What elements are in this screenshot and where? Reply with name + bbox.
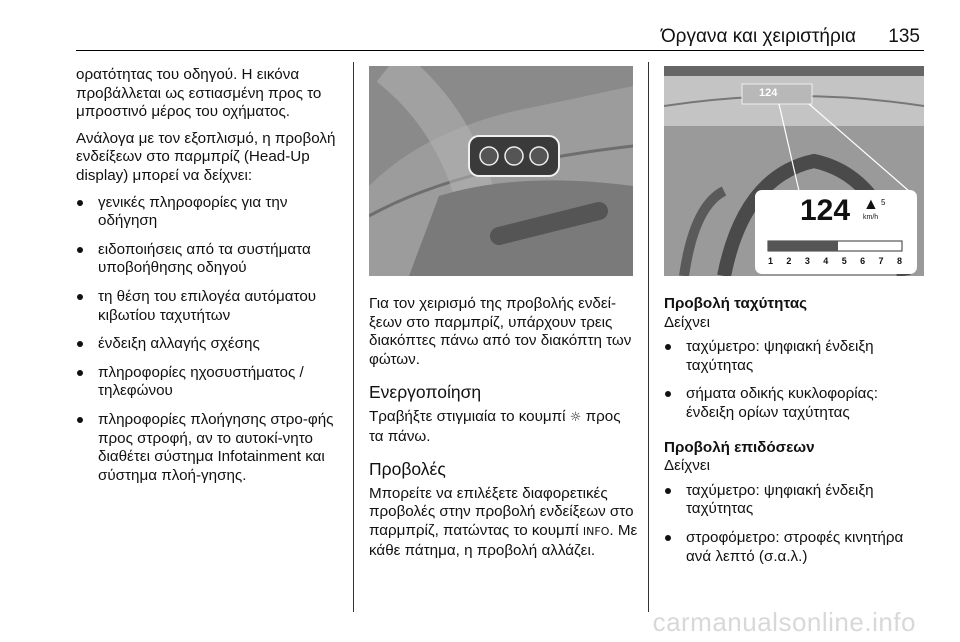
list-item: ταχύμετρο: ψηφιακή ένδειξη ταχύτητας: [664, 482, 926, 519]
heading-activation: Ενεργοποίηση: [369, 382, 482, 403]
list-item: πληροφορίες ηχοσυστήματος / τηλεφώνου: [76, 364, 346, 401]
paragraph: Μπορείτε να επιλέξετε διαφορετικές προβολές στην προβολή ενδείξεων στο παρμπρίζ, πατώντας το κουμπί INFO. Με κάθε πάτημα, η προβολή αλλάζει.: [369, 484, 638, 559]
heading-performance-view: Προβολή επιδόσεων: [664, 438, 815, 456]
bullet-icon: [77, 200, 83, 206]
hud-drawing: [664, 66, 924, 276]
performance-view-list: [664, 482, 926, 566]
column-3: [664, 295, 926, 576]
column-divider-1: [353, 62, 354, 612]
bullet-icon: [77, 341, 83, 347]
speed-view-list: [664, 338, 926, 422]
section-title: Όργανα και χειριστήρια: [660, 26, 856, 47]
list-item: ταχύμετρο: ψηφιακή ένδειξη ταχύτητας: [664, 338, 926, 375]
info-button-icon: INFO: [582, 524, 610, 538]
light-button-icon: ☼: [569, 409, 582, 425]
bullet-icon: [77, 294, 83, 300]
paragraph: Δείχνει: [664, 457, 711, 475]
hud-small-speed: 124: [759, 87, 778, 99]
bullet-icon: [665, 344, 671, 350]
bullet-icon: [77, 370, 83, 376]
heading-views: Προβολές: [369, 459, 446, 480]
column-divider-2: [648, 62, 649, 612]
feature-list: [76, 194, 346, 486]
column-1: [76, 66, 346, 495]
bullet-icon: [665, 535, 671, 541]
heading-speed-view: Προβολή ταχύτητας: [664, 295, 808, 312]
bullet-icon: [77, 417, 83, 423]
hud-speed-value: 124: [800, 194, 851, 227]
bullet-icon: [665, 488, 671, 494]
rpm-scale: 1 2 3 4 5 6 7 8: [768, 256, 902, 266]
bullet-icon: [665, 391, 671, 397]
gear-shift-hint-icon: ▲: [863, 196, 879, 213]
list-item: γενικές πληροφορίες για την οδήγηση: [76, 194, 346, 231]
paragraph: ορατότητας του οδηγού. Η εικόνα προβάλλεται ως εστιασμένη προς το μπροστινό μέρος του οχήματος.: [76, 66, 322, 121]
paragraph: Για τον χειρισμό της προβολής ενδεί-ξεων στο παρμπρίζ, υπάρχουν τρεις διακόπτες πάνω από τον διακόπτη των φώτων.: [369, 295, 632, 368]
list-item: στροφόμετρο: στροφές κινητήρα ανά λεπτό (σ.α.λ.): [664, 529, 926, 566]
list-item: πληροφορίες πλοήγησης στρο-φής προς στροφή, αν το αυτοκί-νητο διαθέτει σύστημα Infotainment και σύστημα πλοή-γησης.: [76, 411, 346, 485]
list-item: τη θέση του επιλογέα αυτόματου κιβωτίου ταχυτήτων: [76, 288, 346, 325]
column-2: [369, 295, 639, 568]
light-switch-illustration: [369, 66, 633, 276]
gear-hint-number: 5: [881, 198, 886, 207]
list-item: σήματα οδικής κυκλοφορίας: ένδειξη ορίων ταχύτητας: [664, 385, 926, 422]
paragraph: Τραβήξτε στιγμιαία το κουμπί ☼ προς τα πάνω.: [369, 407, 621, 445]
light-switch-drawing: [369, 66, 633, 276]
page-number: 135: [888, 26, 920, 47]
head-up-display-illustration: [664, 66, 924, 276]
watermark: carmanualsonline.info: [652, 607, 916, 637]
speed-unit: km/h: [863, 214, 879, 221]
list-item: ειδοποιήσεις από τα συστήματα υποβοήθησης οδηγού: [76, 241, 346, 278]
page-header: [76, 26, 924, 48]
list-item: ένδειξη αλλαγής σχέσης: [76, 335, 346, 354]
paragraph: Δείχνει: [664, 313, 711, 331]
paragraph: Ανάλογα με τον εξοπλισμό, η προβολή ενδείξεων στο παρμπρίζ (Head-Up display) μπορεί να δείχνει:: [76, 129, 336, 184]
header-rule: [76, 50, 924, 51]
bullet-icon: [77, 247, 83, 253]
